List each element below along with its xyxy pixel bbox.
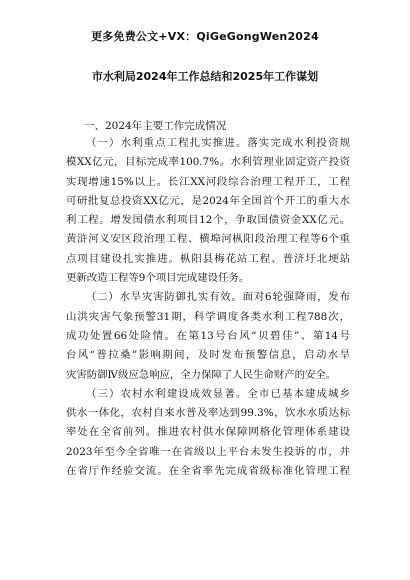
paragraph-line: （三）农村水利建设成效显著。全市已基本建成城乡 xyxy=(86,387,350,400)
paragraph-line: 供水一体化，农村自来水普及率达到99.3%，饮水水质达标 xyxy=(66,407,350,420)
paragraph-line: 更新改造工程等9个项目完成建设任务。 xyxy=(66,272,250,285)
watermark-text: 更多免费公文+VX：QiGeGongWen2024 xyxy=(91,30,319,43)
document-title: 市水利局2024年工作总结和2025年工作谋划 xyxy=(91,70,319,83)
paragraph-line: 灾害防御Ⅳ级应急响应，全力保障了人民生命财产的安全。 xyxy=(66,368,337,381)
paragraph-line: 山洪灾害气象预警31期，科学调度各类水利工程788次， xyxy=(66,310,350,323)
paragraph-line: （一）水利重点工程扎实推进。落实完成水利投资规 xyxy=(86,137,350,149)
paragraph-line: 在省厅作经验交流。在全省率先完成省级标准化管理工程 xyxy=(66,465,350,478)
paragraph-line: 2023年至今全省唯一在省级以上平台未发生投诉的市，并 xyxy=(66,445,350,458)
paragraph-line: 台风“普拉桑”影响期间，及时发布预警信息，启动水旱 xyxy=(66,349,350,362)
paragraph-line: 点项目建设扎实推进。枞阳县梅花站工程、普济圩北埂站 xyxy=(66,252,350,265)
paragraph-line: 实现增速15%以上。长江XX河段综合治理工程开工，工程 xyxy=(66,175,350,188)
section-heading: 一、2024年主要工作完成情况 xyxy=(84,120,227,132)
paragraph-line: 可研批复总投资XX亿元，是2024年全国首个开工的重大水 xyxy=(66,194,350,207)
body-text xyxy=(66,134,350,481)
paragraph-line: （二）水旱灾害防御扎实有效。面对6轮强降雨，发布 xyxy=(86,291,350,304)
paragraph-line: 率处在全省前列。推进农村供水保障网格化管理体系建设 xyxy=(66,426,350,439)
paragraph-line: 黄浒河义安区段治理工程、横埠河枞阳段治理工程等6个重 xyxy=(66,233,350,246)
paragraph-line: 成功处置66处险情。在第13号台风“贝碧佳”、第14号 xyxy=(66,329,350,342)
paragraph-line: 模XX亿元，目标完成率100.7%。水利管理业固定资产投资 xyxy=(66,156,350,169)
paragraph-line: 利工程。增发国债水利项目12个，争取国债资金XX亿元。 xyxy=(66,214,350,227)
